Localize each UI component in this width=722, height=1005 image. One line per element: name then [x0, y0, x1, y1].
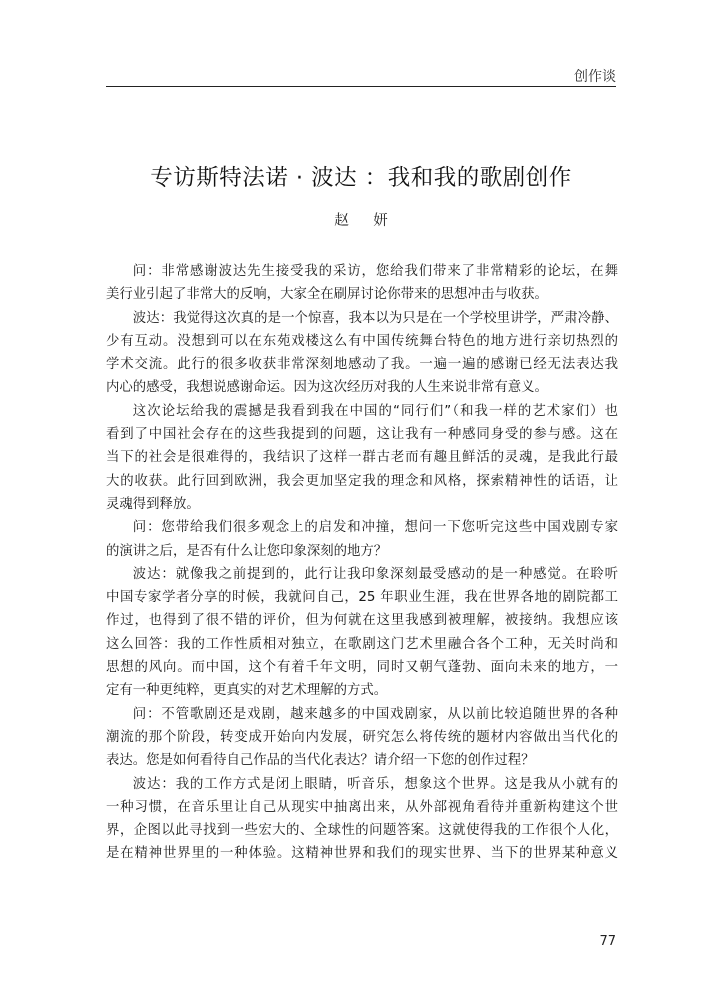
body-line: 潮流的那个阶段，转变成开始向内发展，研究怎么将传统的题材内容做出当代化的 — [106, 729, 618, 745]
body-line: 的演讲之后，是否有什么让您印象深刻的地方？ — [106, 543, 388, 559]
body-line: 这次论坛给我的震撼是我看到我在中国的“同行们”（和我一样的艺术家们）也 — [132, 403, 618, 419]
body-line: 问：您带给我们很多观念上的启发和冲撞，想问一下您听完这些中国戏剧专家 — [132, 520, 618, 536]
body-line: 灵魂得到释放。 — [106, 496, 200, 512]
body-line: 学术交流。此行的很多收获非常深刻地感动了我。一遍一遍的感谢已经无法表达我 — [106, 357, 618, 373]
body-line: 看到了中国社会存在的这些我提到的问题，这让我有一种感同身受的参与感。这在 — [106, 427, 618, 443]
article-body — [106, 260, 618, 866]
body-line: 定有一种更纯粹，更真实的对艺术理解的方式。 — [106, 683, 388, 699]
body-line: 一种习惯，在音乐里让自己从现实中抽离出来，从外部视角看待并重新构建这个世 — [106, 799, 618, 815]
page-number: 77 — [599, 934, 616, 949]
section-label: 创作谈 — [574, 69, 616, 85]
article-title: 专访斯特法诺 · 波达 ：我和我的歌剧创作 — [150, 165, 572, 191]
article-author: 赵 妍 — [334, 213, 398, 229]
body-line: 大的收获。此行回到欧洲，我会更加坚定我的理念和风格，探索精神性的话语，让 — [106, 473, 618, 489]
body-line: 问：非常感谢波达先生接受我的采访，您给我们带来了非常精彩的论坛，在舞 — [132, 264, 618, 279]
body-line: 波达：我的工作方式是闭上眼睛，听音乐，想象这个世界。这是我从小就有的 — [132, 776, 618, 792]
body-line: 当下的社会是很难得的，我结识了这样一群古老而有趣且鲜活的灵魂，是我此行最 — [106, 450, 618, 466]
body-line: 问：不管歌剧还是戏剧，越来越多的中国戏剧家，从以前比较追随世界的各种 — [132, 706, 618, 722]
body-line: 界，企图以此寻找到一些宏大的、全球性的问题答案。这就使得我的工作很个人化， — [106, 823, 618, 839]
body-line: 作过，也得到了很不错的评价，但为何就在这里我感到被理解，被接纳。我想应该 — [106, 613, 618, 629]
body-line: 思想的风向。而中国，这个有着千年文明，同时又朝气蓬勃、面向未来的地方，一 — [106, 660, 618, 676]
header-rule — [106, 86, 616, 87]
body-line: 波达：就像我之前提到的，此行让我印象深刻最受感动的是一种感觉。在聆听 — [132, 566, 618, 582]
body-line: 内心的感受，我想说感谢命运。因为这次经历对我的人生来说非常有意义。 — [106, 380, 548, 396]
body-line: 中国专家学者分享的时候，我就问自己，25 年职业生涯，我在世界各地的剧院都工 — [106, 590, 618, 606]
body-line: 美行业引起了非常大的反响，大家全在刷屏讨论你带来的思想冲击与收获。 — [106, 287, 548, 303]
body-line: 这么回答：我的工作性质相对独立，在歌剧这门艺术里融合各个工种，无关时尚和 — [106, 636, 618, 652]
body-line: 是在精神世界里的一种体验。这精神世界和我们的现实世界、当下的世界某种意义 — [106, 846, 618, 862]
body-line: 表达。您是如何看待自己作品的当代化表达？请介绍一下您的创作过程？ — [106, 753, 535, 769]
body-line: 少有互动。没想到可以在东苑戏楼这么有中国传统舞台特色的地方进行亲切热烈的 — [106, 333, 618, 349]
body-line: 波达：我觉得这次真的是一个惊喜，我本以为只是在一个学校里讲学，严肃冷静、 — [132, 310, 618, 326]
